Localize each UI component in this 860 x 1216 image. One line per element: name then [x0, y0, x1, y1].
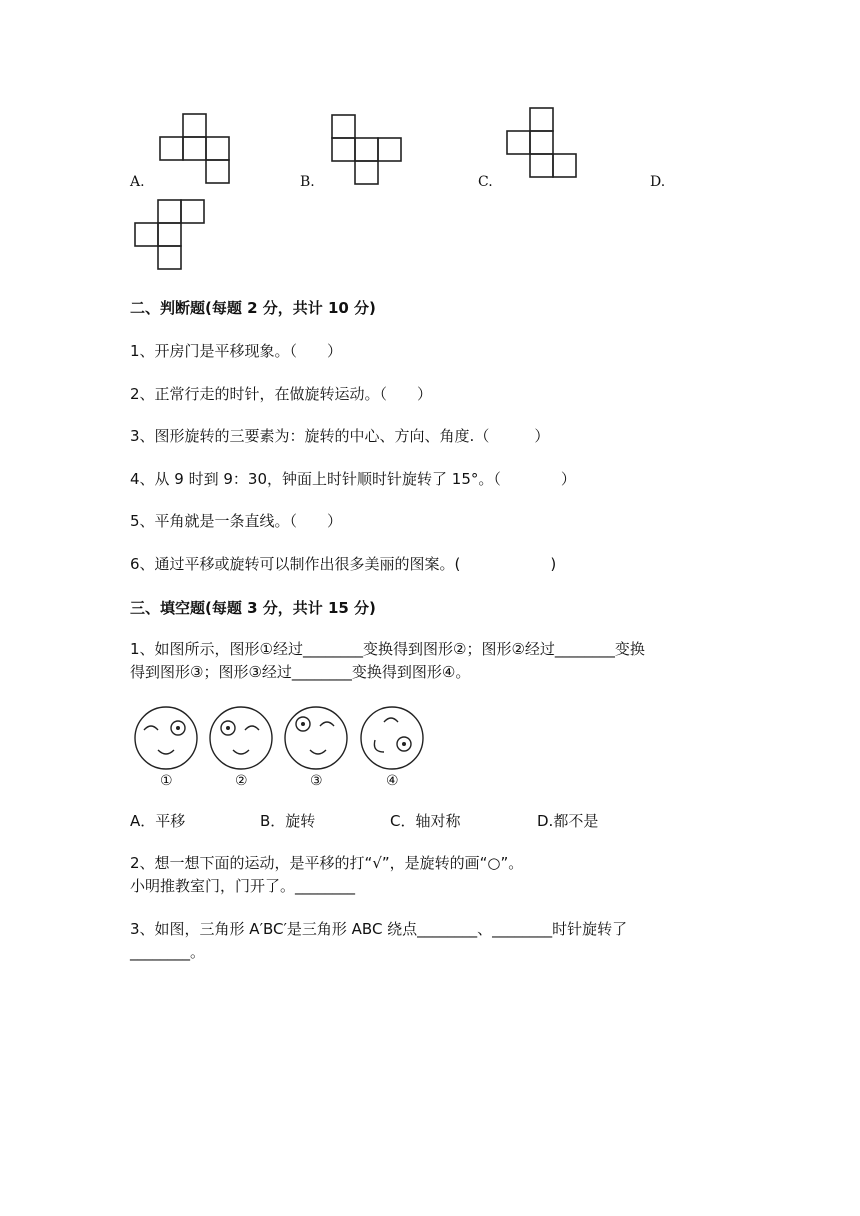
option-b-label: B. — [300, 174, 315, 190]
face-label-1: ① — [160, 773, 173, 789]
cube-net-d — [125, 192, 215, 282]
face-figures — [128, 700, 438, 795]
choice-c: C．轴对称 — [390, 812, 461, 830]
face-3 — [285, 707, 347, 769]
judge-item-4: 4、从 9 时到 9：30，钟面上时针顺时针旋转了 15°。（ ） — [130, 470, 576, 488]
face-label-3: ③ — [310, 773, 323, 789]
section-3-title: 三、填空题(每题 3 分，共计 15 分) — [130, 599, 376, 617]
cube-net-a — [150, 105, 240, 195]
face-4 — [361, 707, 423, 769]
fill-q1-line2: 得到图形③；图形③经过________变换得到图形④。 — [130, 663, 471, 681]
face-1 — [135, 707, 197, 769]
option-d-label: D. — [650, 174, 666, 190]
face-label-2: ② — [235, 773, 248, 789]
fill-q2-line1: 2、想一想下面的运动，是平移的打“√”，是旋转的画“○”。 — [130, 854, 524, 872]
fill-q3-line1: 3、如图，三角形 A′BC′是三角形 ABC 绕点________、________时针旋转了 — [130, 920, 628, 938]
cube-net-b — [322, 105, 412, 195]
judge-item-2: 2、正常行走的时针，在做旋转运动。（ ） — [130, 385, 433, 403]
fill-q3-line2: ________。 — [130, 943, 206, 961]
fill-q2-line2: 小明推教室门，门开了。________ — [130, 877, 356, 895]
choice-b: B．旋转 — [260, 812, 316, 830]
judge-item-5: 5、平角就是一条直线。（ ） — [130, 512, 343, 530]
judge-item-6: 6、通过平移或旋转可以制作出很多美丽的图案。( ) — [130, 555, 557, 573]
section-2-title: 二、判断题(每题 2 分，共计 10 分) — [130, 299, 376, 317]
choice-a: A．平移 — [130, 812, 186, 830]
face-label-4: ④ — [386, 773, 399, 789]
choice-d: D.都不是 — [537, 812, 599, 830]
fill-q1-line1: 1、如图所示，图形①经过________变换得到图形②；图形②经过________变换 — [130, 640, 645, 658]
option-a-label: A. — [130, 174, 145, 190]
option-c-label: C. — [478, 174, 493, 190]
cube-net-c — [497, 100, 587, 190]
judge-item-3: 3、图形旋转的三要素为：旋转的中心、方向、角度.（ ） — [130, 427, 550, 445]
face-2 — [210, 707, 272, 769]
judge-item-1: 1、开房门是平移现象。（ ） — [130, 342, 343, 360]
